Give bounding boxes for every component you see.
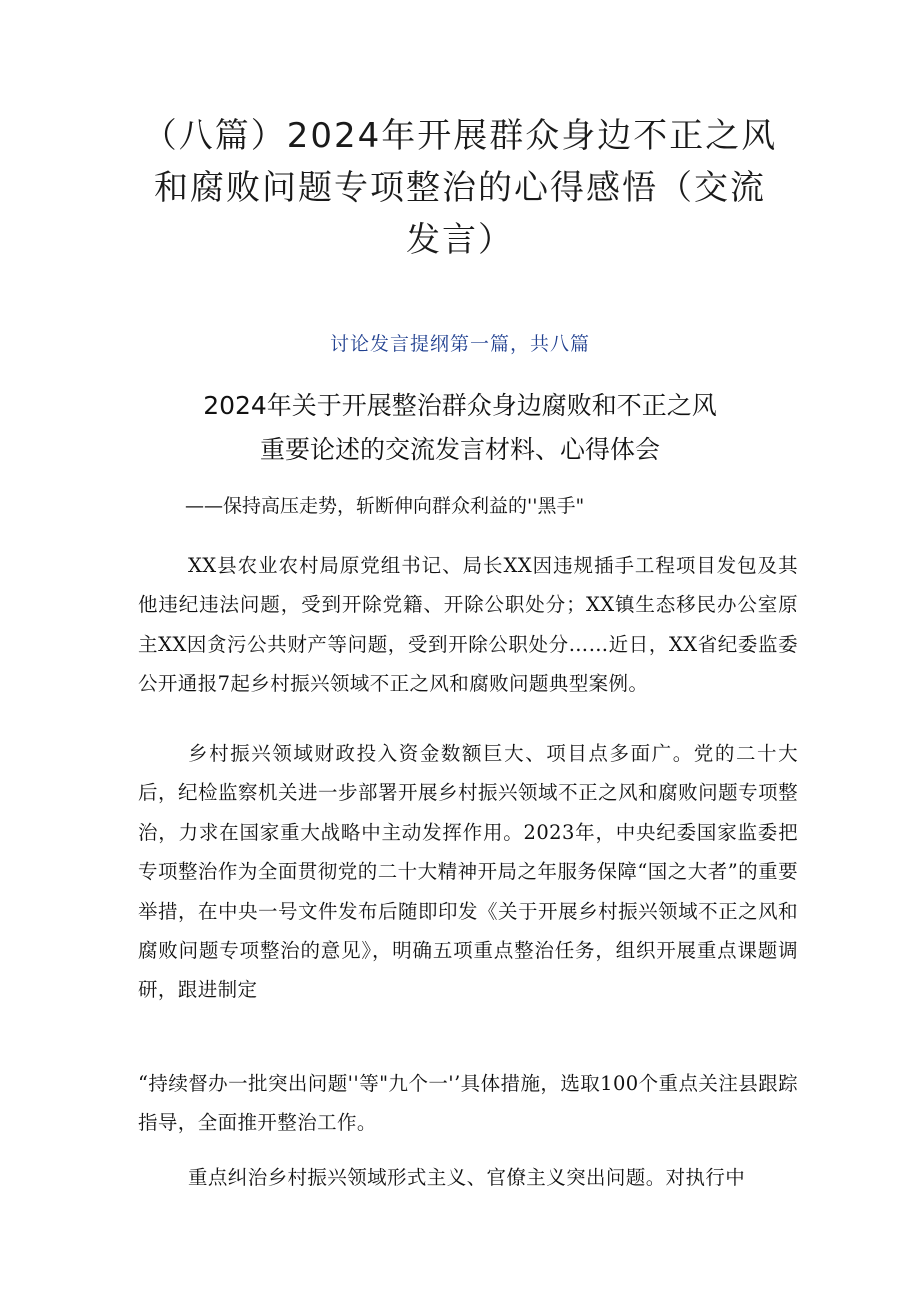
article-subtitle: ——保持高压走势，斩断伸向群众利益的''黑手" bbox=[185, 495, 585, 517]
article-title-line-2: 重要论述的交流发言材料、心得体会 bbox=[259, 435, 660, 464]
paragraph-1: XX县农业农村局原党组书记、局长XX因违规插手工程项目发包及其他违纪违法问题，受到开除党籍、开除公职处分；XX镇生态移民办公室原主XX因贪污公共财产等问题，受到开除公职处分……近日，XX省纪委监委公开通报7起乡村振兴领域不正之风和腐败问题典型案例。 bbox=[138, 554, 798, 696]
paragraph-2: 乡村振兴领域财政投入资金数额巨大、项目点多面广。党的二十大后，纪检监察机关进一步部署开展乡村振兴领域不正之风和腐败问题专项整治，力求在国家重大战略中主动发挥作用。2023年，中央纪委国家监委把专项整治作为全面贯彻党的二十大精神开局之年服务保障“国之大者”的重要举措，在中央一号文件发布后随即印发《关于开展乡村振兴领域不正之风和腐败问题专项整治的意见》，明确五项重点整治任务，组织开展重点课题调研，跟进制定 bbox=[138, 742, 798, 1002]
paragraph-3: “持续督办一批突出问题''等"九个一'’具体措施，选取100个重点关注县跟踪指导，全面推开整治工作。 bbox=[138, 1072, 798, 1135]
paragraph-4: 重点纠治乡村振兴领域形式主义、官僚主义突出问题。对执行中 bbox=[188, 1166, 746, 1189]
article-title bbox=[150, 384, 770, 472]
subtitle: 讨论发言提纲第一篇，共八篇 bbox=[329, 333, 590, 355]
article-title-line-1: 2024年关于开展整治群众身边腐败和不正之风 bbox=[203, 391, 717, 420]
main-title: （八篇）2024年开展群众身边不正之风和腐败问题专项整治的心得感悟（交流发言） bbox=[142, 116, 778, 260]
